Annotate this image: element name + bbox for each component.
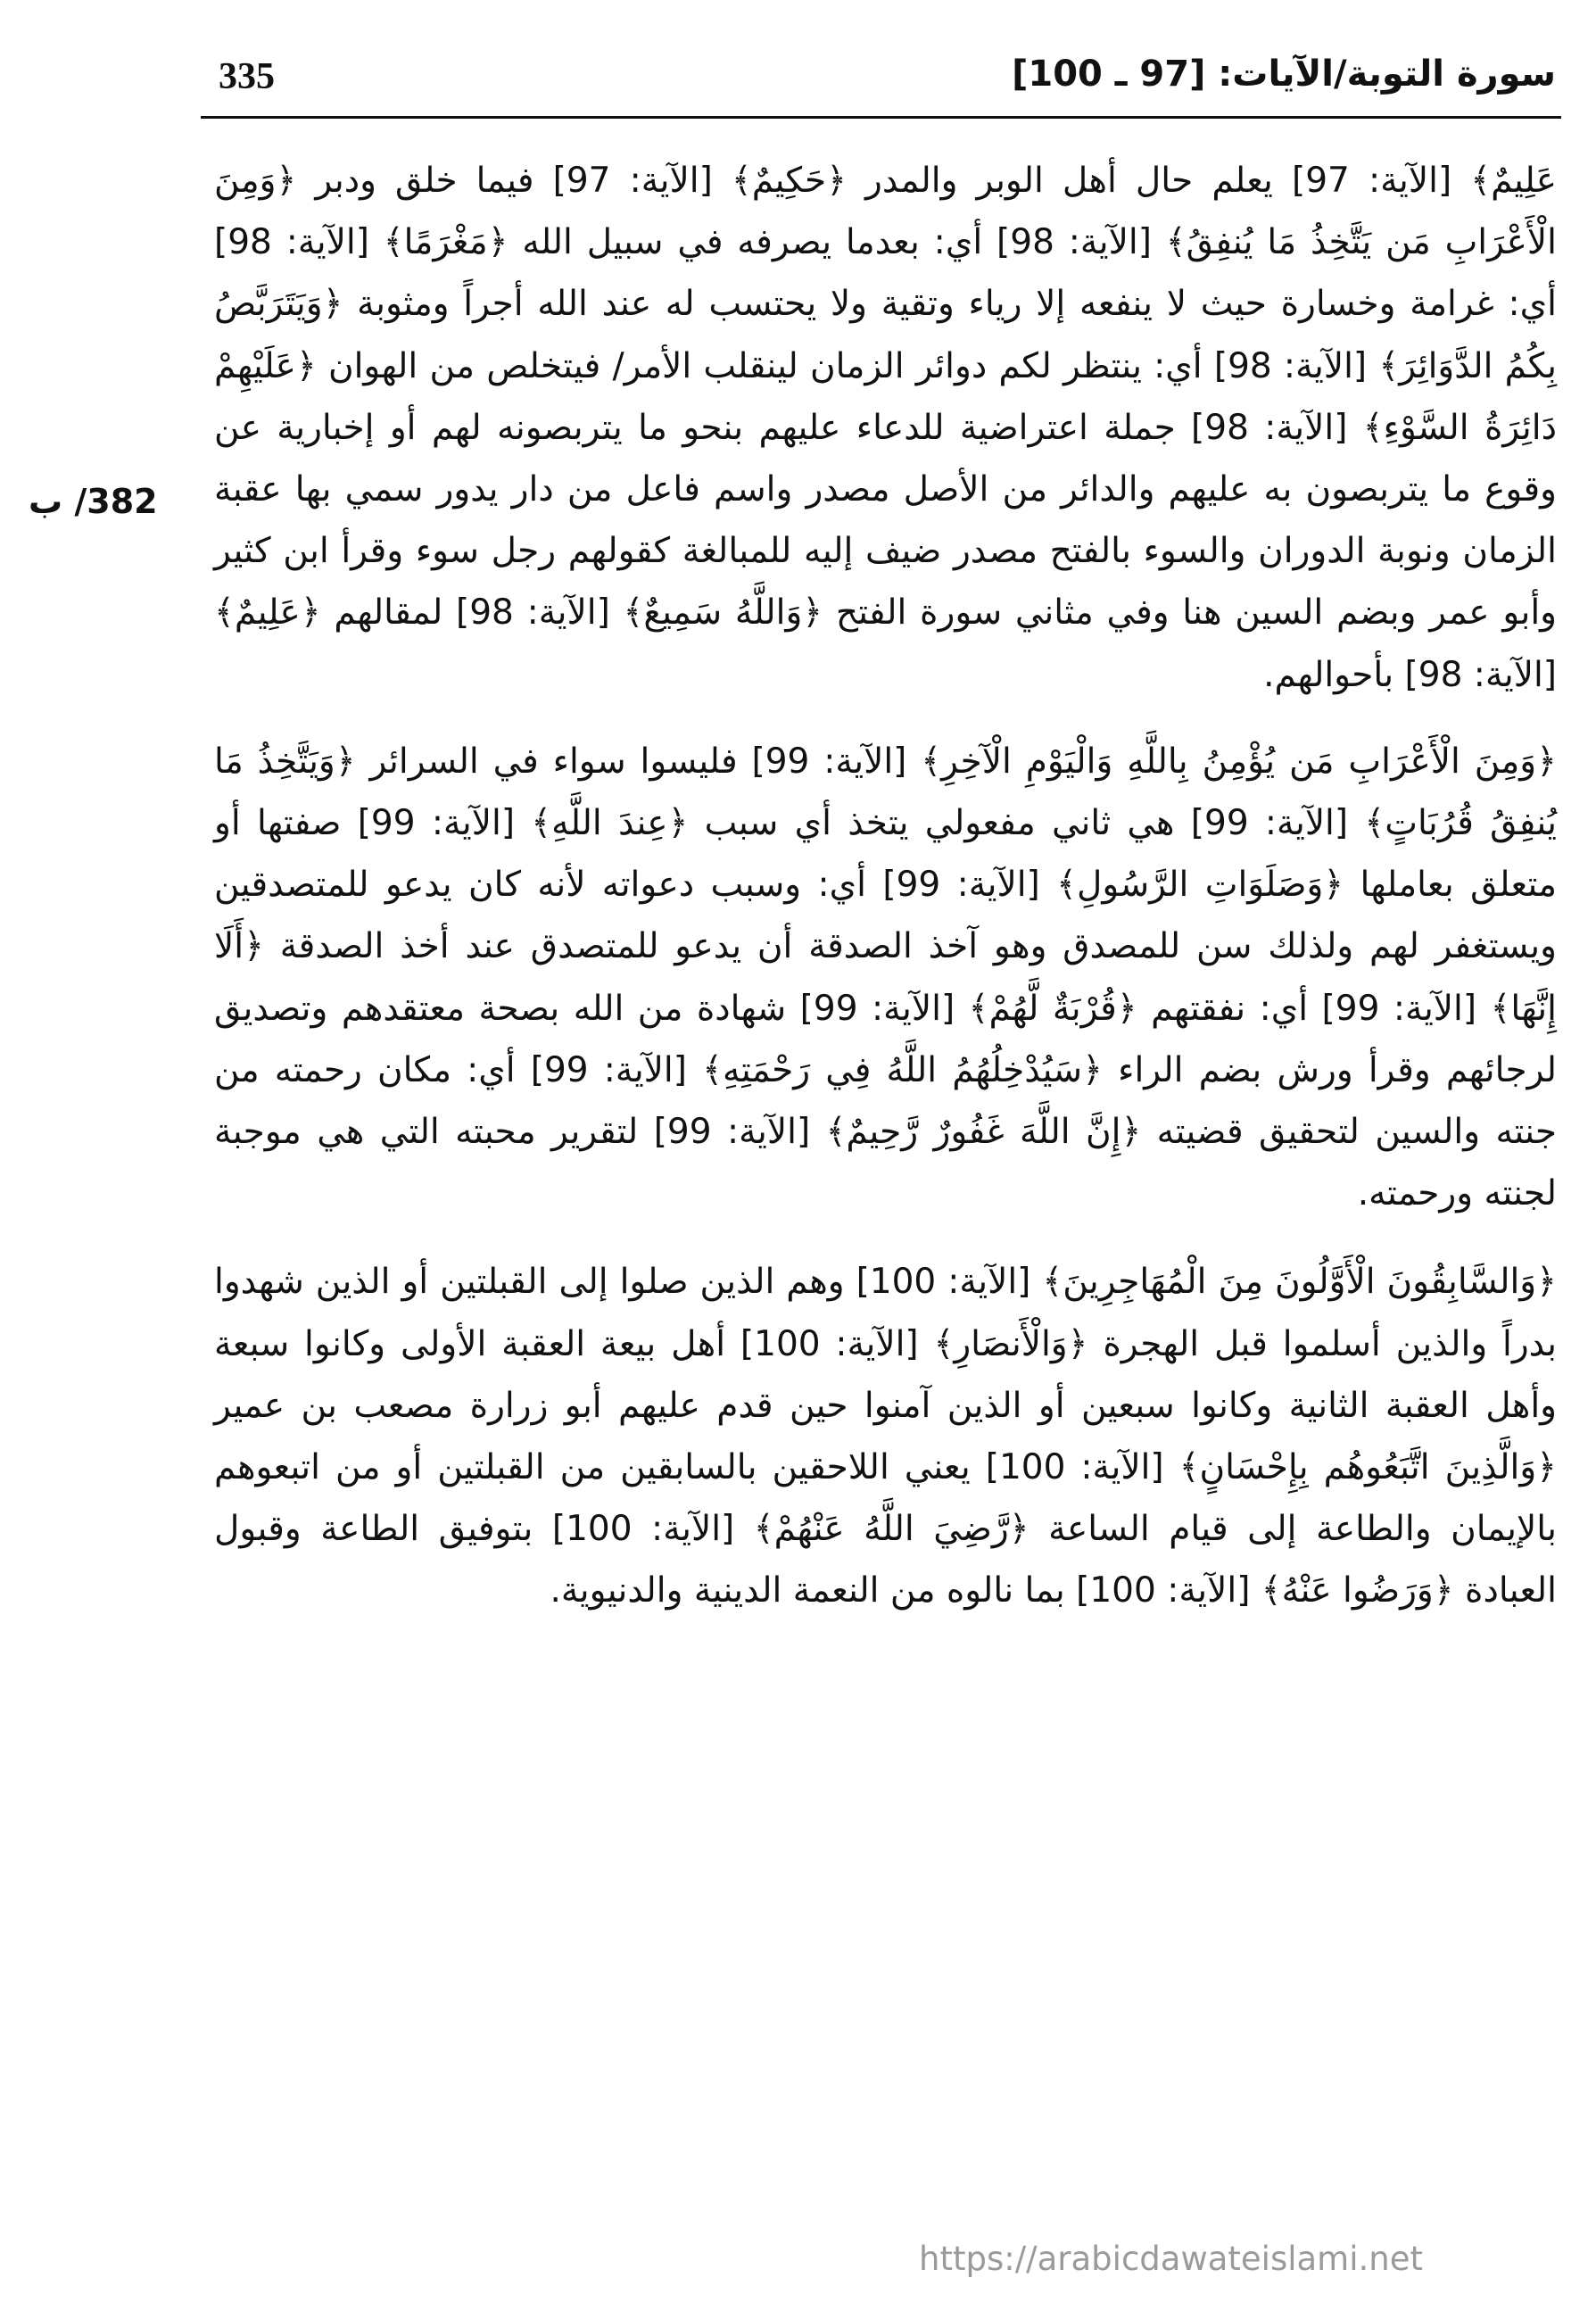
paragraph-verses-97-98: عَلِيمٌ﴾ [الآية: 97] يعلم حال أهل الوبر والمدر ﴿حَكِيمٌ﴾ [الآية: 97] فيما خلق ودبر ﴿وَمِنَ الْأَعْرَابِ مَن يَتَّخِذُ مَا يُنفِقُ﴾ [الآية: 98] أي: بعدما يصرفه في سبيل الله ﴿مَغْرَمًا﴾ [الآية: 98] أي: غرامة وخسارة حيث لا ينفعه إلا رياء وتقية ولا يحتسب له عند الله أجراً ومثوبة ﴿وَيَتَرَبَّصُ بِكُمُ الدَّوَائِرَ﴾ [الآية: 98] أي: ينتظر لكم دوائر الزمان لينقلب الأمر/ فيتخلص من الهوان ﴿عَلَيْهِمْ دَائِرَةُ السَّوْءِ﴾ [الآية: 98] جملة اعتراضية للدعاء عليهم بنحو ما يتربصونه لهم أو إخبارية عن وقوع ما يتربصون به عليهم والدائر من الأصل مصدر واسم فاعل من دار يدور سمي بها عقبة الزمان ونوبة الدوران والسوء بالفتح مصدر ضيف إليه للمبالغة كقولهم رجل سوء وقرأ ابن كثير وأبو عمر وبضم السين هنا وفي مثاني سورة الفتح ﴿وَاللَّهُ سَمِيعٌ﴾ [الآية: 98] لمقالهم ﴿عَلِيمٌ﴾ [الآية: 98] بأحوالهم. [214,161,1558,695]
website-watermark: https://arabicdawateislami.net [919,2240,1423,2278]
paragraph-verse-100: ﴿وَالسَّابِقُونَ الْأَوَّلُونَ مِنَ الْمُهَاجِرِينَ﴾ [الآية: 100] وهم الذين صلوا إلى القبلتين أو الذين شهدوا بدراً والذين أسلموا قبل الهجرة ﴿وَالْأَنصَارِ﴾ [الآية: 100] أهل بيعة العقبة الأولى وكانوا سبعة وأهل العقبة الثانية وكانوا سبعين أو الذين آمنوا حين قدم عليهم أبو زرارة مصعب بن عمير ﴿وَالَّذِينَ اتَّبَعُوهُم بِإِحْسَانٍ﴾ [الآية: 100] يعني اللاحقين بالسابقين من القبلتين أو من اتبعوهم بالإيمان والطاعة إلى قيام الساعة ﴿رَّضِيَ اللَّهُ عَنْهُمْ﴾ [الآية: 100] بتوفيق الطاعة وقبول العبادة ﴿وَرَضُوا عَنْهُ﴾ [الآية: 100] بما نالوه من النعمة الدينية والدنيوية. [214,1262,1558,1611]
manuscript-folio-marker: 382/ ب [29,482,158,521]
running-title: سورة التوبة/الآيات: [97 ـ 100] [1012,54,1556,95]
page-header [201,52,1561,119]
commentary-text [214,150,1557,1622]
paragraph-verse-99: ﴿وَمِنَ الْأَعْرَابِ مَن يُؤْمِنُ بِاللَّهِ وَالْيَوْمِ الْآخِرِ﴾ [الآية: 99] فليسوا سواء في السرائر ﴿وَيَتَّخِذُ مَا يُنفِقُ قُرُبَاتٍ﴾ [الآية: 99] هي ثاني مفعولي يتخذ أي سبب ﴿عِندَ اللَّهِ﴾ [الآية: 99] صفتها أو متعلق بعاملها ﴿وَصَلَوَاتِ الرَّسُولِ﴾ [الآية: 99] أي: وسبب دعواته لأنه كان يدعو للمتصدقين ويستغفر لهم ولذلك سن للمصدق وهو آخذ الصدقة أن يدعو للمتصدق عند أخذ الصدقة ﴿أَلَا إِنَّهَا﴾ [الآية: 99] أي: نفقتهم ﴿قُرْبَةٌ لَّهُمْ﴾ [الآية: 99] شهادة من الله بصحة معتقدهم وتصديق لرجائهم وقرأ ورش بضم الراء ﴿سَيُدْخِلُهُمُ اللَّهُ فِي رَحْمَتِهِ﴾ [الآية: 99] أي: مكان رحمته من جنته والسين لتحقيق قضيته ﴿إِنَّ اللَّهَ غَفُورٌ رَّحِيمٌ﴾ [الآية: 99] لتقرير محبته التي هي موجبة لجنته ورحمته. [214,741,1558,1214]
page-number: 335 [219,56,275,97]
